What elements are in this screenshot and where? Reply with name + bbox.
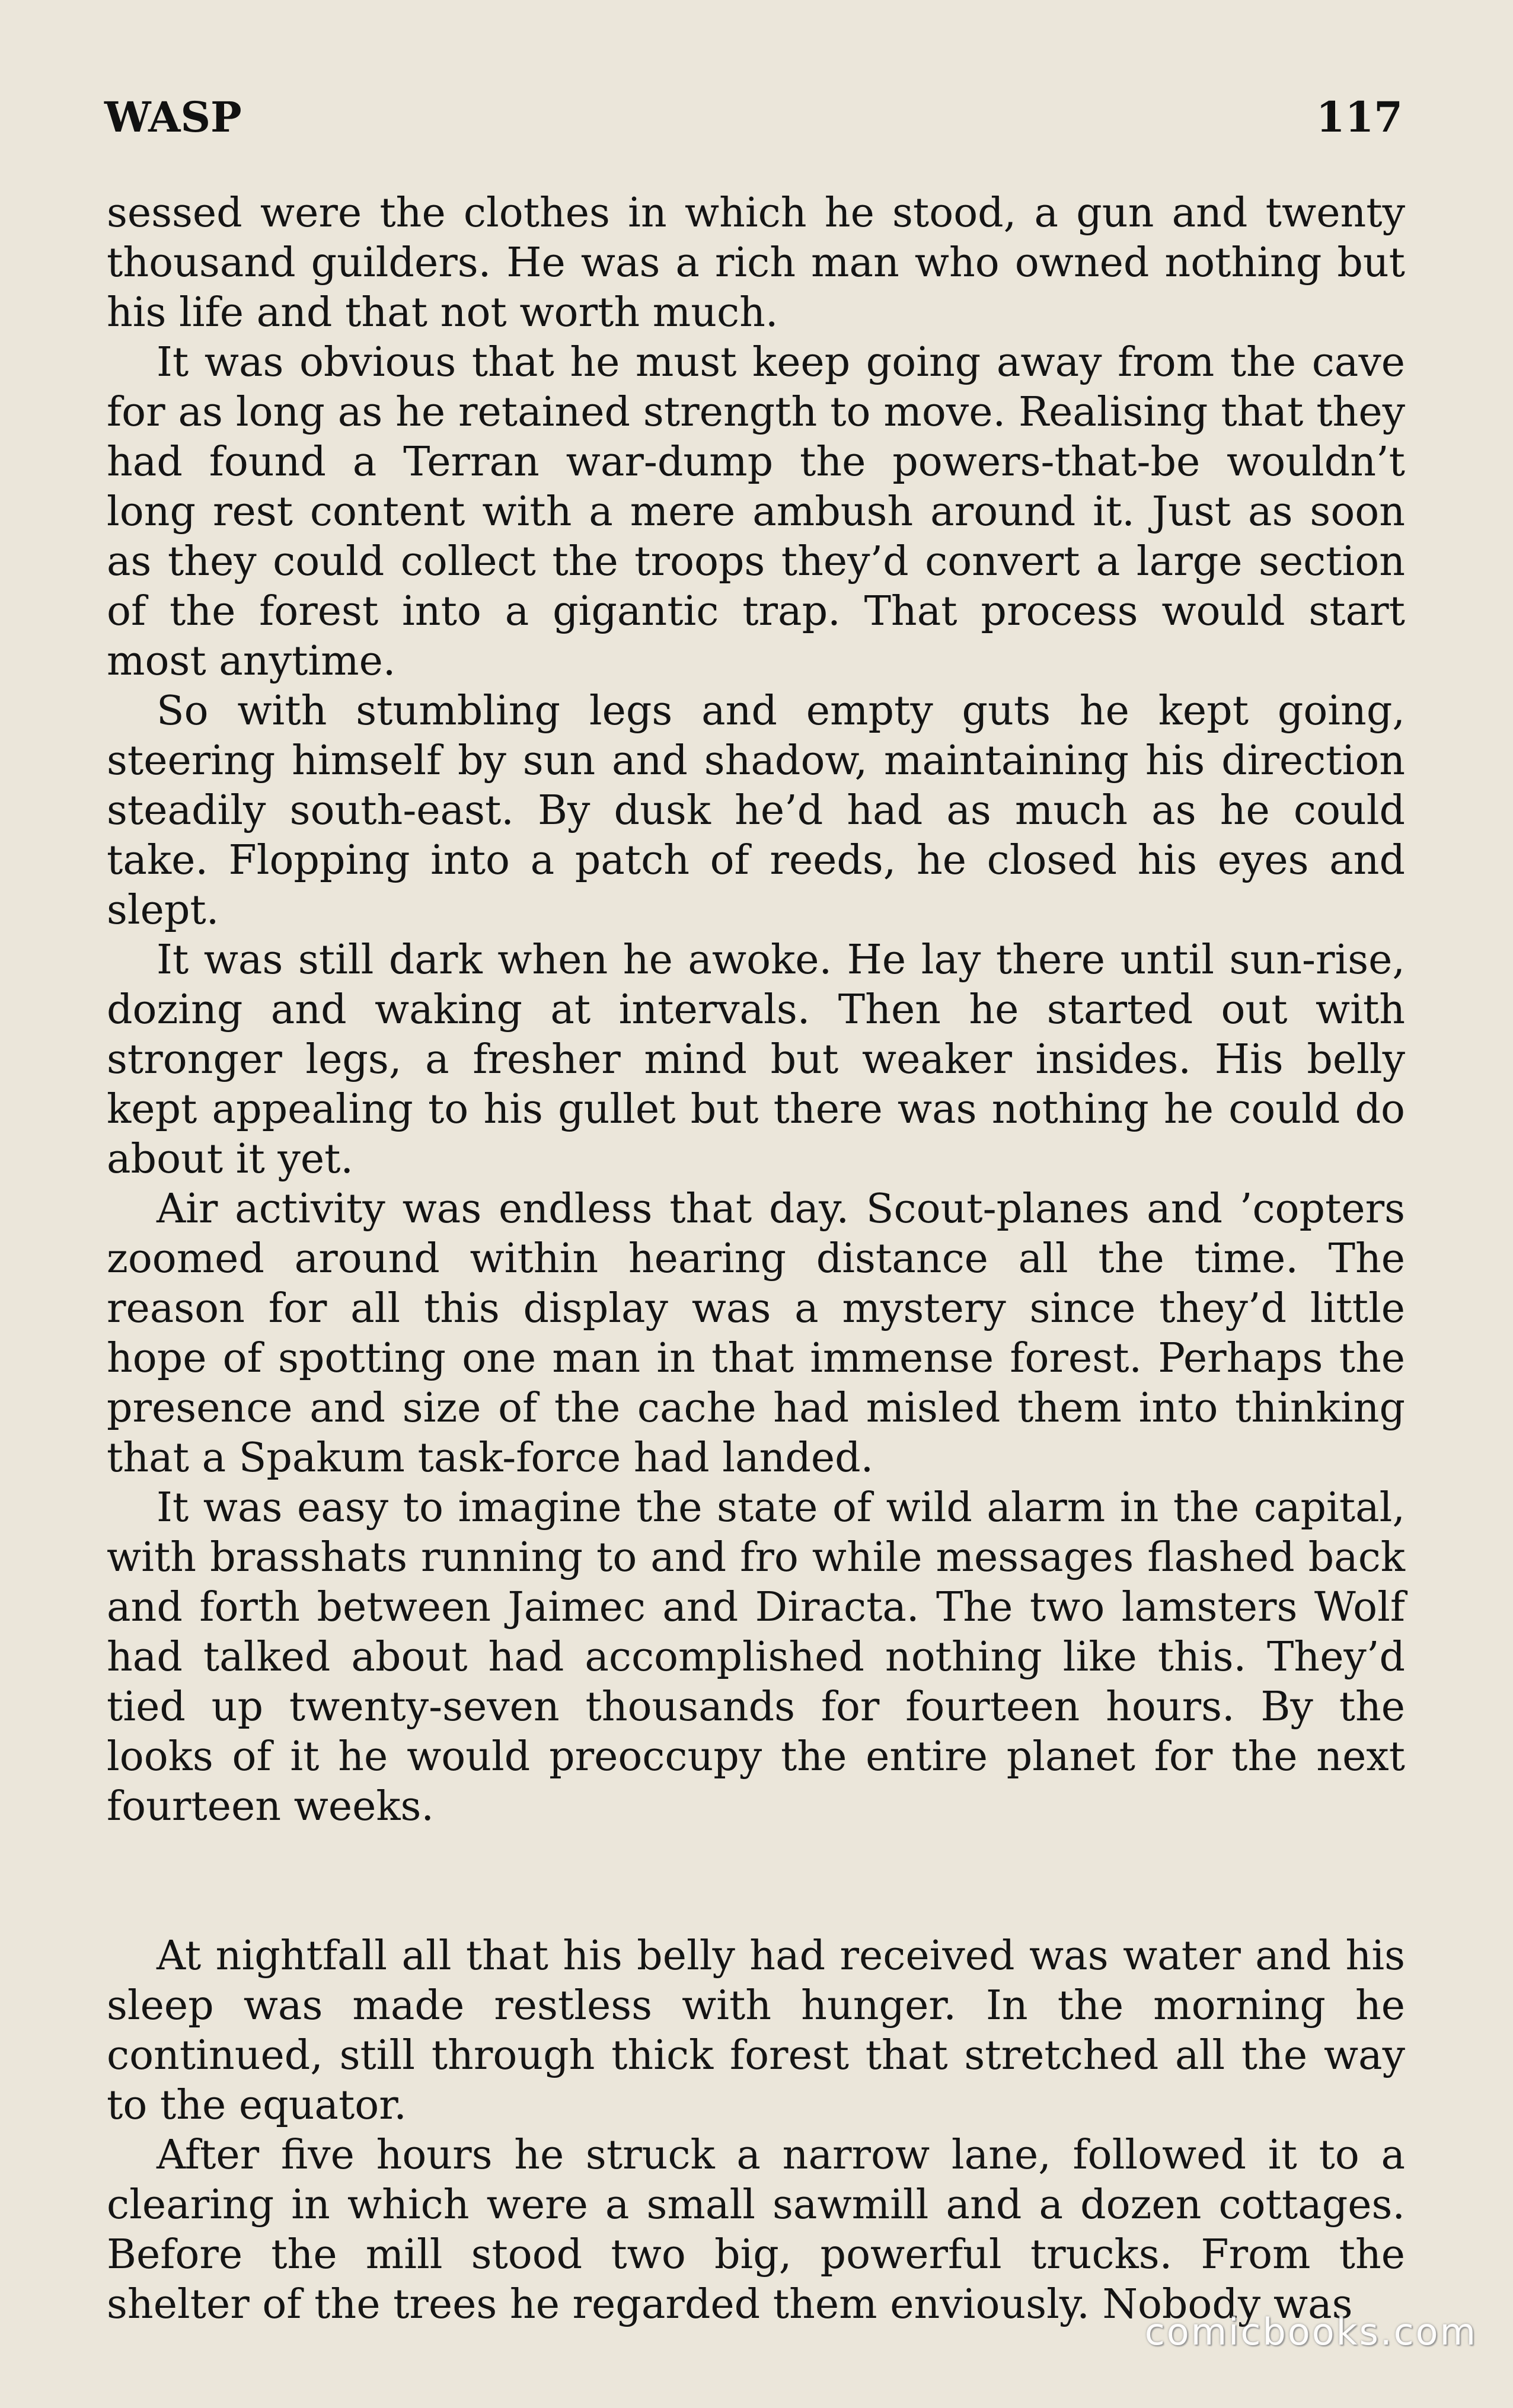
- paragraph-7: At nightfall all that his belly had received was water and his sleep was made restless with hunger. In the morning he continued, still through thick forest that stretched all the way to the equator.: [107, 1933, 1405, 2129]
- paragraph-3: So with stumbling legs and empty guts he kept going, steering himself by sun and shadow, maintaining his direction steadily south-east. By dusk he’d had as much as he could take. Flopping into a patch of reeds, he closed his eyes and slept.: [107, 688, 1405, 934]
- paragraph-2: It was obvious that he must keep going away from the cave for as long as he retained strength to move. Realising that they had found a Terran war-dump the powers-that-be wouldn’t long rest content with a mere ambush around it. Just as soon as they could collect the troops they’d convert a large section of the forest into a gigantic trap. That process would start most anytime.: [107, 339, 1405, 685]
- paragraph-4: It was still dark when he awoke. He lay there until sun-rise, dozing and waking at intervals. Then he started out with stronger legs, a fresher mind but weaker insides. His belly kept appealing to his gullet but there was nothing he could do about it yet.: [107, 937, 1405, 1183]
- paragraph-1: sessed were the clothes in which he stood, a gun and twenty thousand guilders. He was a rich man who owned nothing but his life and that not worth much.: [107, 190, 1405, 336]
- running-head: [104, 88, 1403, 147]
- paragraph-5: Air activity was endless that day. Scout-planes and ’copters zoomed around within hearing distance all the time. The reason for all this display was a mystery since they’d little hope of spotting one man in that immense forest. Perhaps the presence and size of the cache had misled them into thinking that a Spakum task-force had landed.: [107, 1186, 1405, 1481]
- watermark: comicbooks.com: [1144, 2310, 1477, 2353]
- paragraph-6: It was easy to imagine the state of wild alarm in the capital, with brasshats running to and fro while messages flashed back and forth between Jaimec and Diracta. The two lamsters Wolf had talked about had accomplished nothing like this. They’d tied up twenty-seven thousands for fourteen hours. By the looks of it he would preoccupy the entire planet for the next fourteen weeks.: [107, 1484, 1405, 1830]
- page-number: 117: [1316, 92, 1403, 142]
- book-title: WASP: [104, 92, 242, 142]
- body-text: [107, 189, 1405, 2330]
- paragraph-8: After five hours he struck a narrow lane, followed it to a clearing in which were a small sawmill and a dozen cottages. Before the mill stood two big, powerful trucks. From the shelter of the trees he regarded them enviously. Nobody was: [107, 2132, 1405, 2328]
